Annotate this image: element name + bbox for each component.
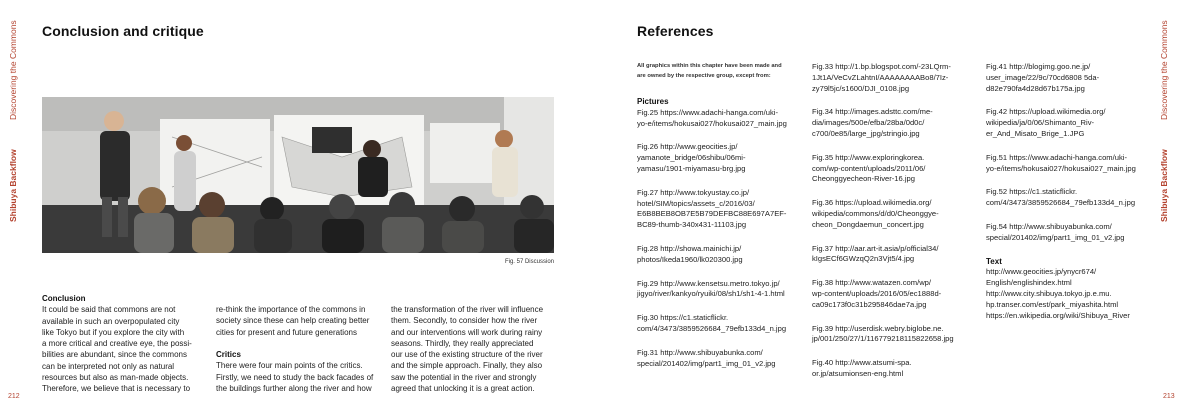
reference-line: dia/images/500e/efba/28ba/0d0c/ (812, 118, 925, 128)
reference-item (986, 311, 1143, 322)
references-column-2 (812, 62, 967, 393)
reference-line: cheon_Dongdaemun_concert.jpg (812, 219, 924, 229)
side-tab (8, 22, 20, 222)
body-line: and the simple approach. Finally, they also (391, 361, 543, 371)
body-line: society since these can help creating better (216, 316, 370, 326)
reference-line: Fig.41 http://blogimg.goo.ne.jp/ (986, 62, 1091, 71)
body-line: our use of the existing structure of the river (391, 350, 543, 359)
body-line: and our interventions will work during rainy (391, 327, 543, 337)
reference-item (812, 244, 967, 266)
reference-line: yamasu/1901-miyamasu-brg.jpg (637, 163, 746, 173)
reference-line: Fig.54 http://www.shibuyabunka.com/ (986, 221, 1112, 231)
reference-line: Fig.37 http://aar.art-it.asia/p/official34/ (812, 243, 939, 253)
reference-item (812, 198, 967, 230)
body-line: re-think the importance of the commons in (216, 305, 366, 314)
body-line: them. Secondly, to consider how the river (391, 316, 538, 326)
reference-item (812, 153, 967, 185)
left-page (0, 0, 595, 420)
reference-line: http://www.city.shibuya.tokyo.jp.e.mu. (986, 288, 1112, 298)
reference-line: jigyo/river/kankyo/ryuiki/08/sh1/sh1-4-1.html (637, 289, 785, 299)
reference-line: Fig.34 http://images.adsttc.com/me- (812, 107, 933, 117)
reference-line: Fig.42 https://upload.wikimedia.org/ (986, 107, 1106, 117)
body-line: resources but also as man-made objects. (42, 372, 189, 382)
reference-line: com/wp-content/uploads/2011/06/ (812, 163, 926, 173)
reference-list (986, 62, 1143, 244)
reference-line: or.jp/atsumionsen-eng.html (812, 368, 904, 378)
reference-line: Fig.39 http://userdisk.webry.biglobe.ne. (812, 323, 944, 333)
reference-line: er_And_Misato_Brige_1.JPG (986, 128, 1085, 138)
body-line: cities for present and future generations (216, 327, 357, 337)
reference-item (637, 313, 797, 335)
reference-line: English/englishindex.html (986, 278, 1072, 288)
reference-line: photos/Ikeda1960/lk020300.jpg (637, 254, 743, 264)
reference-item (986, 107, 1143, 139)
body-line: the buildings further along the river and how (216, 383, 372, 393)
reference-line: http://www.geocities.jp/ynycr674/ (986, 267, 1097, 277)
reference-item (637, 142, 797, 174)
reference-line: BC89-thumb-340x431-11103.jpg (637, 220, 747, 230)
reference-line: Fig.40 http://www.atsumi-spa. (812, 358, 912, 368)
body-line: available in such an overpopulated city (42, 316, 180, 326)
reference-line: Fig.38 http://www.watazen.com/wp/ (812, 278, 932, 288)
reference-line: Fig.33 http://1.bp.blogspot.com/-23LQrm- (812, 62, 951, 71)
reference-line: com/4/3473/3859526684_79efb133d4_n.jpg (637, 323, 787, 333)
reference-item (986, 153, 1143, 175)
reference-line: E6B8BEB8OB7E5B79DEFBC88E697A7EF- (637, 209, 787, 219)
reference-line: Fig.27 http://www.tokyustay.co.jp/ (637, 187, 750, 197)
body-line: a more critical and creative eye, the possi- (42, 339, 192, 348)
chapter-label: Discovering the Commons (8, 20, 18, 120)
reference-item (812, 324, 967, 346)
reference-line: ca09c173f0c31b295846dae7a.jpg (812, 299, 927, 309)
reference-line: zy79l5jc/s1600/DJI_0108.jpg (812, 83, 910, 93)
reference-line: jp/001/250/27/1/116779218115822658.jpg (812, 334, 954, 344)
side-tab (1159, 22, 1171, 222)
reference-line: wikipedia/ja/0/06/Shimanto_Riv- (986, 118, 1095, 128)
reference-line: Fig.36 https://upload.wikimedia.org/ (812, 198, 932, 208)
reference-line: d82e790fa4d28d67b175a.jpg (986, 83, 1085, 93)
reference-item (986, 267, 1143, 289)
references-intro (637, 62, 797, 81)
reference-item (637, 108, 797, 130)
reference-line: Fig.51 https://www.adachi-hanga.com/uki- (986, 152, 1127, 162)
reference-line: Fig.29 http://www.kensetsu.metro.tokyo.jp/ (637, 278, 780, 288)
reference-line: Cheonggyecheon-River-16.jpg (812, 174, 916, 184)
reference-item (637, 279, 797, 301)
text-column-3 (391, 304, 555, 394)
reference-line: c700/0e85/large_jpg/stringio.jpg (812, 128, 920, 138)
reference-line: yo-e/items/hokusai027/hokusai027_main.jpg (986, 163, 1136, 173)
body-line: seasons. Thirdly, they really appreciated (391, 338, 534, 348)
page-number: 212 (8, 393, 20, 400)
reference-line: kIgsECf6GWzqQ2n3Vjt5/4.jpg (812, 254, 915, 264)
text-reference-list (986, 267, 1143, 321)
reference-line: hotel/SIM/topics/assets_c/2016/03/ (637, 198, 755, 208)
body-line: There were four main points of the critics. (216, 361, 363, 371)
reference-line: yo-e/items/hokusai027/hokusai027_main.jpg (637, 118, 787, 128)
reference-line: wikipedia/commons/d/d0/Cheonggye- (812, 208, 939, 218)
discussion-photo-illustration (42, 97, 554, 253)
reference-line: Fig.31 http://www.shibuyabunka.com/ (637, 347, 763, 357)
reference-line: Fig.25 https://www.adachi-hanga.com/uki- (637, 107, 778, 117)
reference-line: Fig.28 http://showa.mainichi.jp/ (637, 243, 742, 253)
reference-line: special/201402/img/part1_img_01_v2.jpg (986, 232, 1125, 242)
pictures-heading: Pictures (637, 97, 669, 106)
reference-line: 1Jt1A/VeCvZLahtnI/AAAAAAAABo8/7Iz- (812, 72, 949, 82)
reference-item (637, 188, 797, 231)
reference-item (637, 244, 797, 266)
reference-item (812, 107, 967, 139)
reference-item (812, 62, 967, 94)
reference-line: com/4/3473/3859526684_79efb133d4_n.jpg (986, 198, 1136, 208)
reference-line: Fig.52 https://c1.staticflickr. (986, 187, 1078, 197)
right-page (596, 0, 1191, 420)
reference-list (637, 108, 797, 370)
reference-line: Fig.26 http://www.geocities.jp/ (637, 142, 738, 152)
reference-line: Fig.30 https://c1.staticflickr. (637, 313, 729, 323)
reference-item (637, 348, 797, 370)
text-column-1 (42, 293, 202, 394)
reference-line: special/201402/img/part1_img_01_v2.jpg (637, 358, 776, 368)
reference-line: user_image/22/9c/70cd6808 5da- (986, 72, 1100, 82)
chapter-label: Discovering the Commons (1159, 20, 1169, 120)
reference-item (986, 62, 1143, 94)
references-column-1 (637, 62, 797, 382)
page-title: References (637, 23, 714, 39)
body-line: the transformation of the river will influence (391, 305, 544, 314)
reference-item (812, 278, 967, 310)
reference-item (986, 222, 1143, 244)
intro-line: All graphics within this chapter have been made and (637, 63, 782, 69)
reference-line: hp.transer.com/est/park_miyashita.html (986, 299, 1119, 309)
body-line: can be interpreted not only as natural (42, 361, 175, 371)
body-line: like Tokyo but if you explore the city with (42, 327, 185, 337)
intro-line: are owned by the respective group, except from: (637, 72, 771, 79)
reference-item (986, 187, 1143, 209)
reference-item (812, 358, 967, 380)
reference-list (812, 62, 967, 380)
body-line: It could be said that commons are not (42, 305, 176, 315)
author-label: Shibuya Backflow (1159, 149, 1169, 222)
figure-caption: Fig. 57 Discussion (504, 259, 554, 265)
text-column-2 (216, 304, 378, 394)
reference-item (986, 289, 1143, 311)
page-number: 213 (1163, 393, 1175, 400)
reference-line: wp-content/uploads/2016/05/ec1888d- (812, 288, 942, 298)
section-heading-conclusion: Conclusion (42, 294, 86, 303)
text-heading: Text (986, 256, 1002, 266)
body-line: bilities are abundant, since the commons (42, 350, 187, 360)
reference-line: https://en.wikipedia.org/wiki/Shibuya_River (986, 310, 1130, 320)
page-title: Conclusion and critique (42, 23, 204, 39)
author-label: Shibuya Backflow (8, 149, 18, 222)
discussion-photo (42, 97, 554, 253)
body-line: Therefore, we believe that is necessary to (42, 384, 191, 393)
references-column-3 (986, 62, 1143, 321)
section-heading-critics: Critics (216, 350, 241, 359)
body-line: Firstly, we need to study the back facades of (216, 372, 374, 382)
body-line: saw the potential in the river and strongly (391, 372, 537, 382)
body-line: agreed that unlocking it is a great action. (391, 383, 535, 393)
reference-line: Fig.35 http://www.exploringkorea. (812, 152, 925, 162)
reference-line: yamanote_bridge/06shibu/06mi- (637, 153, 746, 163)
